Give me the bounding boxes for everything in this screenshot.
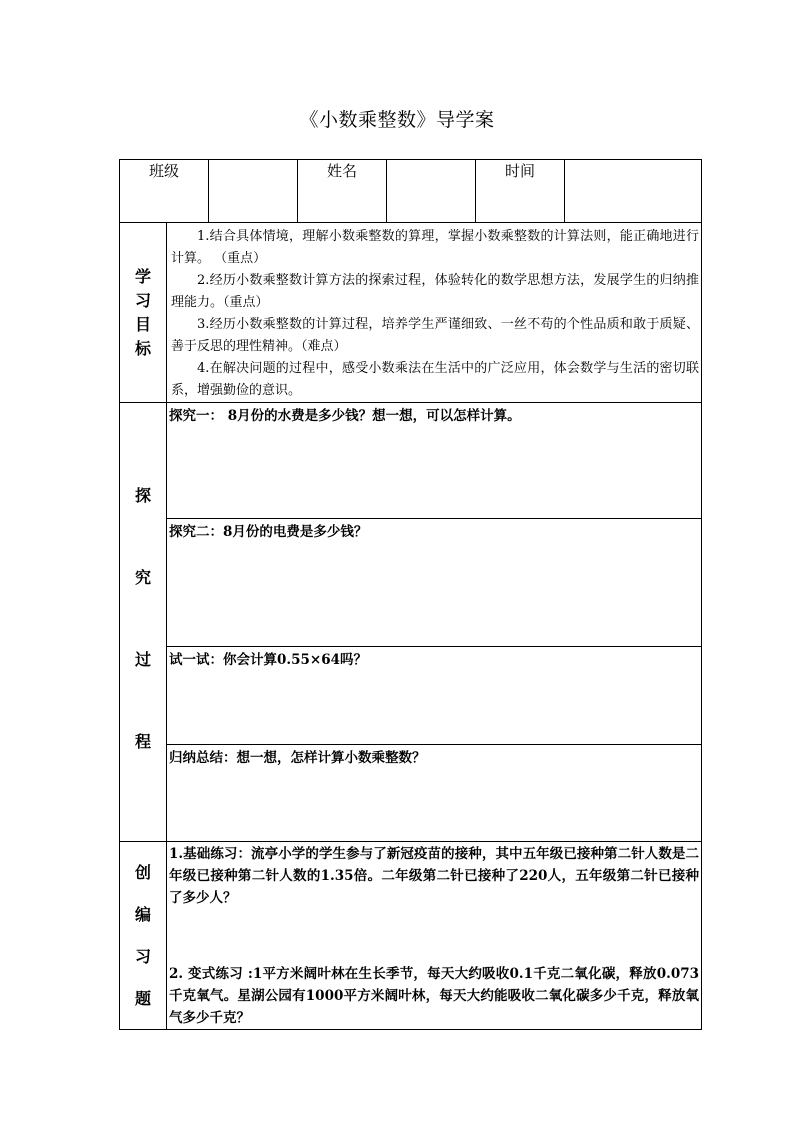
name-field[interactable] (387, 160, 476, 223)
class-label: 班级 (120, 160, 209, 223)
explore-question-1: 探究一： 8月份的水费是多少钱？想一想，可以怎样计算。 (167, 403, 702, 519)
page-title: 《小数乘整数》导学案 (299, 109, 495, 131)
goals-row (120, 223, 702, 403)
basic-exercise: 1.基础练习：流亭小学的学生参与了新冠疫苗的接种，其中五年级已接种第二针人数是二年级已接种第二针人数的1.35倍。二年级第二针已接种了220人，五年级第二针已接种了多少人？ (169, 846, 700, 906)
practice-row (120, 842, 702, 1030)
practice-content (167, 842, 702, 1030)
goal-item: 2.经历小数乘整数计算方法的探索过程，体验转化的数学思想方法，发展学生的归纳推理能力。（重点） (171, 273, 700, 310)
header-row (120, 160, 702, 223)
try-question: 试一试：你会计算0.55×64吗？ (167, 647, 702, 745)
practice-side-label: 创 编 习 题 (120, 842, 167, 1030)
goals-side-label: 学 习 目 标 (120, 223, 167, 403)
variant-exercise: 2. 变式练习 :1平方米阔叶林在生长季节，每天大约吸收0.1千克二氧化碳，释放0.073千克氧气。星湖公园有1000平方米阔叶林，每天大约能吸收二氧化碳多少千克，释放氧气多少千克？ (169, 966, 700, 1026)
summary-question: 归纳总结：想一想，怎样计算小数乘整数？ (167, 745, 702, 842)
goals-content (167, 223, 702, 403)
worksheet-table (119, 159, 702, 1030)
name-label: 姓名 (298, 160, 387, 223)
goal-item: 3.经历小数乘整数的计算过程，培养学生严谨细致、一丝不苟的个性品质和敢于质疑、善于反思的理性精神。（难点） (171, 317, 700, 354)
time-label: 时间 (476, 160, 565, 223)
explore-row-3 (120, 647, 702, 745)
explore-side-label: 探 究 过 程 (120, 403, 167, 842)
explore-row-2 (120, 519, 702, 647)
goal-item: 1.结合具体情境，理解小数乘整数的算理，掌握小数乘整数的计算法则，能正确地进行计算。 （重点） (171, 229, 700, 266)
explore-row-1 (120, 403, 702, 519)
goal-item: 4.在解决问题的过程中，感受小数乘法在生活中的广泛应用，体会数学与生活的密切联系，增强勤俭的意识。 (171, 361, 700, 398)
time-field[interactable] (565, 160, 702, 223)
explore-question-2: 探究二：8月份的电费是多少钱？ (167, 519, 702, 647)
explore-row-4 (120, 745, 702, 842)
class-field[interactable] (209, 160, 298, 223)
